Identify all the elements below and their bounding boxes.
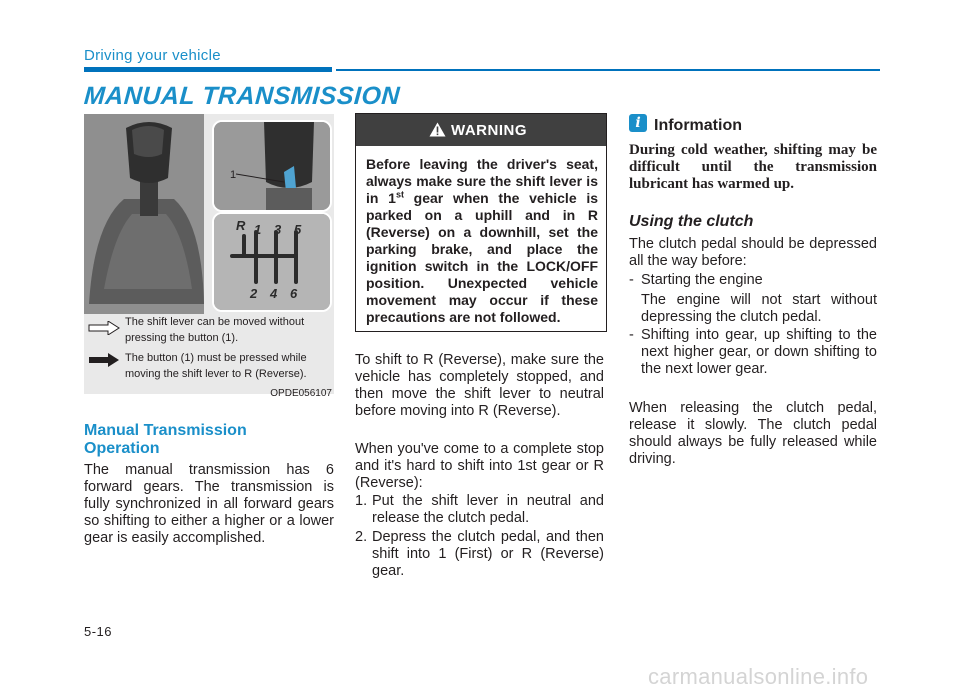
shift-pattern-label: 4 bbox=[270, 286, 278, 301]
section-label: Driving your vehicle bbox=[84, 47, 221, 64]
list-marker: 1. bbox=[355, 493, 368, 509]
body-paragraph: When you've come to a complete stop and it's hard to shift into 1st gear or R (Reverse): bbox=[355, 441, 604, 491]
warning-box bbox=[355, 113, 607, 332]
shift-pattern-illustration bbox=[212, 212, 332, 312]
page-number: 5-16 bbox=[84, 624, 113, 639]
shift-pattern-label: 1 bbox=[254, 222, 262, 237]
warning-header bbox=[356, 114, 606, 146]
figure-code: OPDE056107 bbox=[270, 388, 332, 399]
outline-arrow-icon bbox=[88, 321, 120, 335]
list-item bbox=[629, 327, 877, 381]
warning-label: WARNING bbox=[451, 122, 527, 139]
body-paragraph: The clutch pedal should be depressed all the way before: bbox=[629, 236, 877, 269]
list-text: Put the shift lever in neutral and release the clutch pedal. bbox=[372, 493, 604, 526]
section-subheading: Manual Transmission Operation bbox=[84, 422, 247, 457]
list-marker: - bbox=[629, 272, 634, 288]
body-paragraph: When releasing the clutch pedal, release it slowly. The clutch pedal should always be fully released while driving. bbox=[629, 400, 877, 467]
shift-lever-figure bbox=[84, 114, 334, 399]
info-title: Information bbox=[654, 117, 742, 134]
shift-pattern-image bbox=[214, 214, 330, 310]
gear-lever-image bbox=[84, 114, 204, 314]
list-text: Shifting into gear, up shifting to the next higher gear, or down shifting to the next lower gear. bbox=[641, 327, 877, 377]
list-item bbox=[355, 493, 604, 529]
shift-pattern-label: R bbox=[236, 218, 246, 233]
info-text: During cold weather, shifting may be difficult until the transmission lubricant has warmed up. bbox=[629, 142, 877, 192]
section-subheading: Using the clutch bbox=[629, 213, 754, 230]
shift-lever-illustration bbox=[84, 114, 204, 314]
info-icon: i bbox=[629, 114, 647, 132]
body-paragraph: To shift to R (Reverse), make sure the vehicle has completely stopped, and then move the shift lever to neutral before moving into R (Reverse). bbox=[355, 352, 604, 419]
button-detail-illustration bbox=[212, 120, 332, 212]
shift-pattern-label: 2 bbox=[250, 286, 258, 301]
filled-arrow-icon bbox=[88, 353, 120, 367]
shift-pattern-label: 3 bbox=[274, 222, 282, 237]
warning-text: Before leaving the driver's seat, always make sure the shift lever is in 1st gear when the vehicle is parked on a uphill and in R (Reverse) on a downhill, set the parking brake, and place the ignition switch in the LOCK/OFF position. Unexpected vehicle movement may occur if these precautions are not followed. bbox=[366, 156, 598, 325]
figure-caption: The button (1) must be pressed while moving the shift lever to R (Reverse). bbox=[125, 352, 307, 380]
figure-caption: The shift lever can be moved without pressing the button (1). bbox=[125, 316, 305, 344]
warning-triangle-icon bbox=[429, 122, 446, 137]
list-item bbox=[355, 529, 604, 583]
watermark: carmanualsonline.info bbox=[648, 664, 869, 689]
shift-pattern-label: 5 bbox=[294, 222, 302, 237]
header-bar bbox=[84, 67, 332, 72]
list-text: Depress the clutch pedal, and then shift into 1 (First) or R (Reverse) gear. bbox=[372, 529, 604, 579]
list-marker: - bbox=[629, 327, 634, 343]
shift-pattern-label: 6 bbox=[290, 286, 298, 301]
list-text: The engine will not start without depressing the clutch pedal. bbox=[641, 292, 877, 325]
list-item bbox=[629, 272, 877, 326]
list-lead: Starting the engine bbox=[641, 272, 763, 288]
page-title: MANUAL TRANSMISSION bbox=[83, 82, 401, 110]
callout-number: 1 bbox=[230, 169, 237, 181]
list-marker: 2. bbox=[355, 529, 368, 545]
header-rule bbox=[336, 69, 880, 71]
shift-button-image bbox=[214, 122, 330, 210]
body-paragraph: The manual transmission has 6 forward gears. The transmission is fully synchronized in all forward gears so shifting to either a higher or a lower gear is easily accomplished. bbox=[84, 462, 334, 546]
